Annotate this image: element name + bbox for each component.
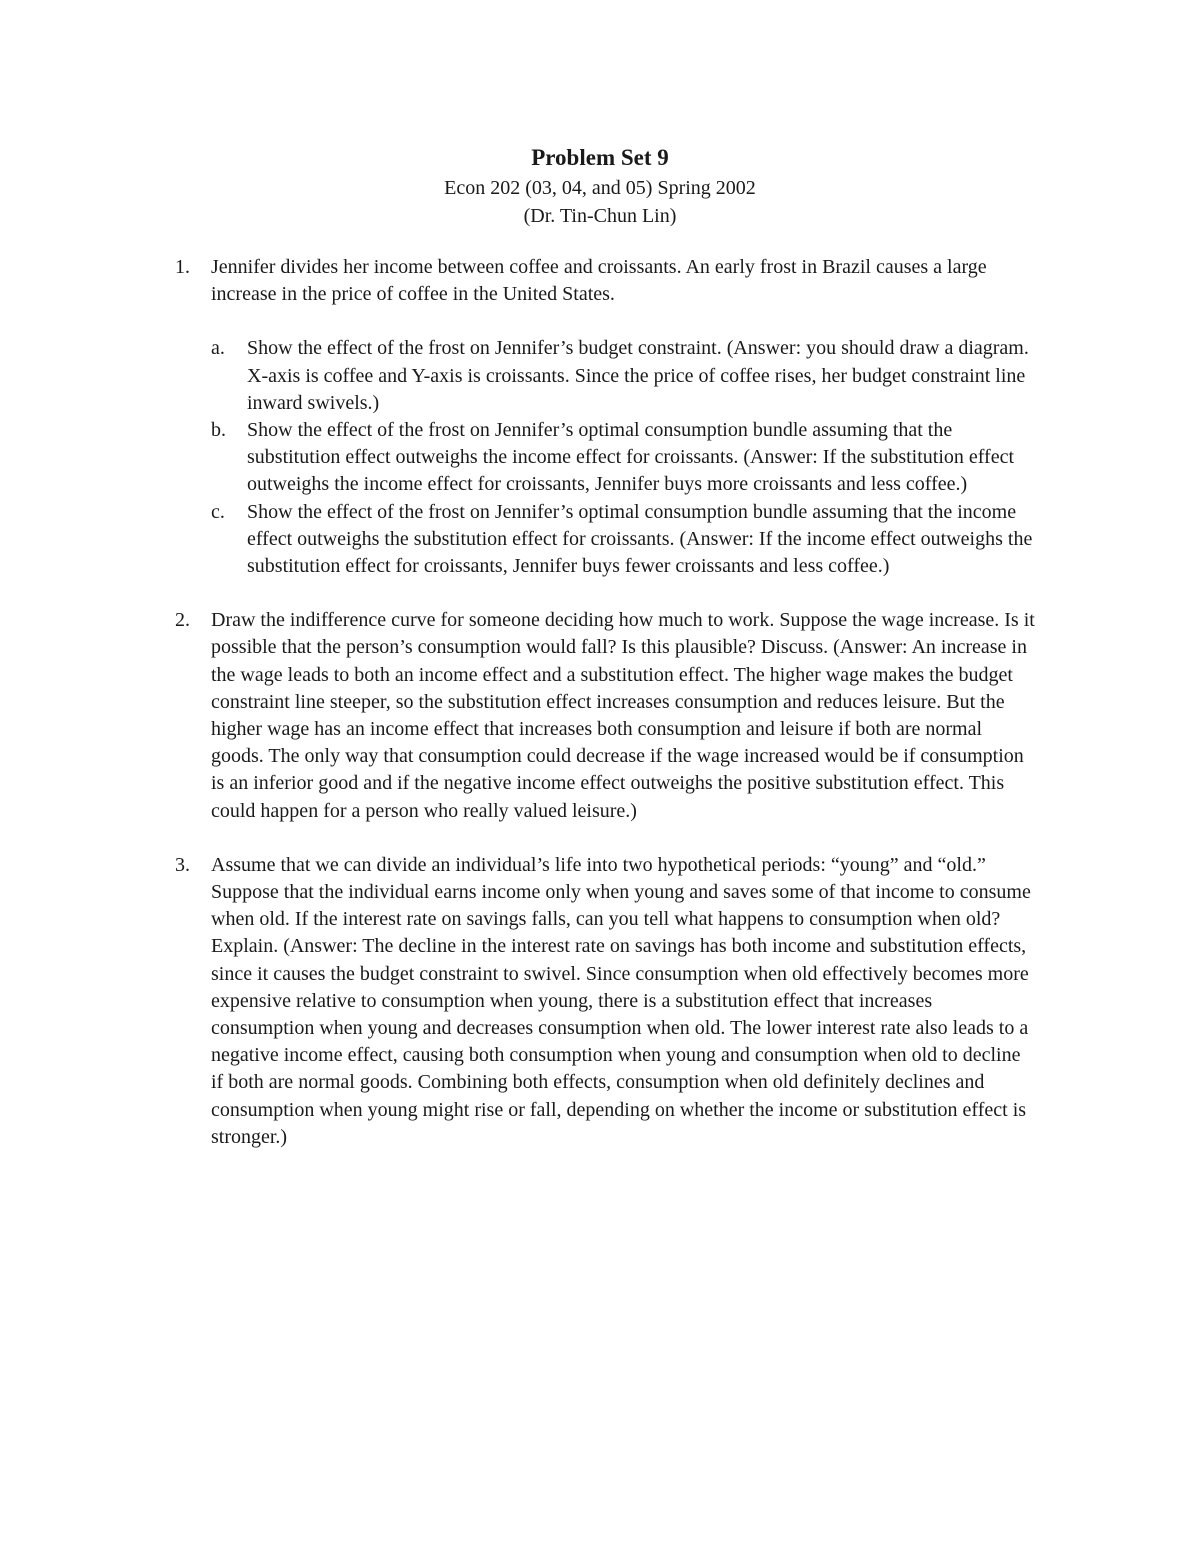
problem-list bbox=[175, 254, 1035, 1178]
instructor-line: (Dr. Tin-Chun Lin) bbox=[523, 205, 677, 227]
problem-text: Jennifer divides her income between coffee and croissants. An early frost in Brazil causes a large increase in the price of coffee in the United States. bbox=[211, 256, 987, 306]
subpart-letter: c. bbox=[211, 500, 225, 523]
document-title: Problem Set 9 bbox=[531, 145, 669, 170]
subpart-text: Show the effect of the frost on Jennifer’s optimal consumption bundle assuming that the substitution effect outweighs the income effect for croissants. (Answer: If the substitution effect outweighs the income effect for croissants, Jennifer buys more croissants and less coffee.) bbox=[247, 419, 1015, 496]
problem-number: 2. bbox=[175, 609, 190, 632]
subpart-list bbox=[211, 335, 1035, 580]
subpart-text: Show the effect of the frost on Jennifer’s budget constraint. (Answer: you should draw a diagram. X-axis is coffee and Y-axis is croissants. Since the price of coffee rises, her budget constraint line inward swivels.) bbox=[247, 337, 1029, 414]
problem-2 bbox=[175, 607, 1035, 825]
subpart-text: Show the effect of the frost on Jennifer’s optimal consumption bundle assuming that the income effect outweighs the substitution effect for croissants. (Answer: If the income effect outweighs the substitution effect for croissants, Jennifer buys fewer croissants and less coffee.) bbox=[247, 500, 1033, 578]
problem-text: Draw the indifference curve for someone deciding how much to work. Suppose the wage increase. Is it possible that the person’s consumption would fall? Is this plausible? Discuss. (Answer: An increase in the wage leads to both an income effect and a substitution effect. The higher wage makes the budget constraint line steeper, so the substitution effect increases consumption and reduces leisure. But the higher wage has an income effect that increases both consumption and leisure if both are normal goods. The only way that consumption could decrease if the wage increased would be if consumption is an inferior good and if the negative income effect outweighs the positive substitution effect. This could happen for a person who really valued leisure.) bbox=[211, 609, 1035, 822]
subpart-b bbox=[211, 417, 1035, 499]
problem-number: 3. bbox=[175, 853, 190, 876]
problem-text: Assume that we can divide an individual’s life into two hypothetical periods: “young” and “old.” Suppose that the individual earns income only when young and saves some of that income to consume when old. If the interest rate on savings falls, can you tell what happens to consumption when old? Explain. (Answer: The decline in the interest rate on savings has both income and substitution effects, since it causes the budget constraint to swivel. Since consumption when old effectively becomes more expensive relative to consumption when young, there is a substitution effect that increases consumption when young and decreases consumption when old. The lower interest rate also leads to a negative income effect, causing both consumption when young and consumption when old to decline if both are normal goods. Combining both effects, consumption when old definitely declines and consumption when young might rise or fall, depending on whether the income or substitution effect is stronger.) bbox=[211, 853, 1031, 1148]
subpart-letter: a. bbox=[211, 337, 225, 360]
subpart-letter: b. bbox=[211, 419, 226, 442]
subpart-a bbox=[211, 335, 1035, 417]
problem-3 bbox=[175, 852, 1035, 1151]
problem-number: 1. bbox=[175, 256, 190, 278]
course-line: Econ 202 (03, 04, and 05) Spring 2002 bbox=[444, 177, 756, 199]
problem-1 bbox=[175, 254, 1035, 580]
document-header bbox=[0, 142, 1200, 230]
subpart-c bbox=[211, 499, 1035, 581]
